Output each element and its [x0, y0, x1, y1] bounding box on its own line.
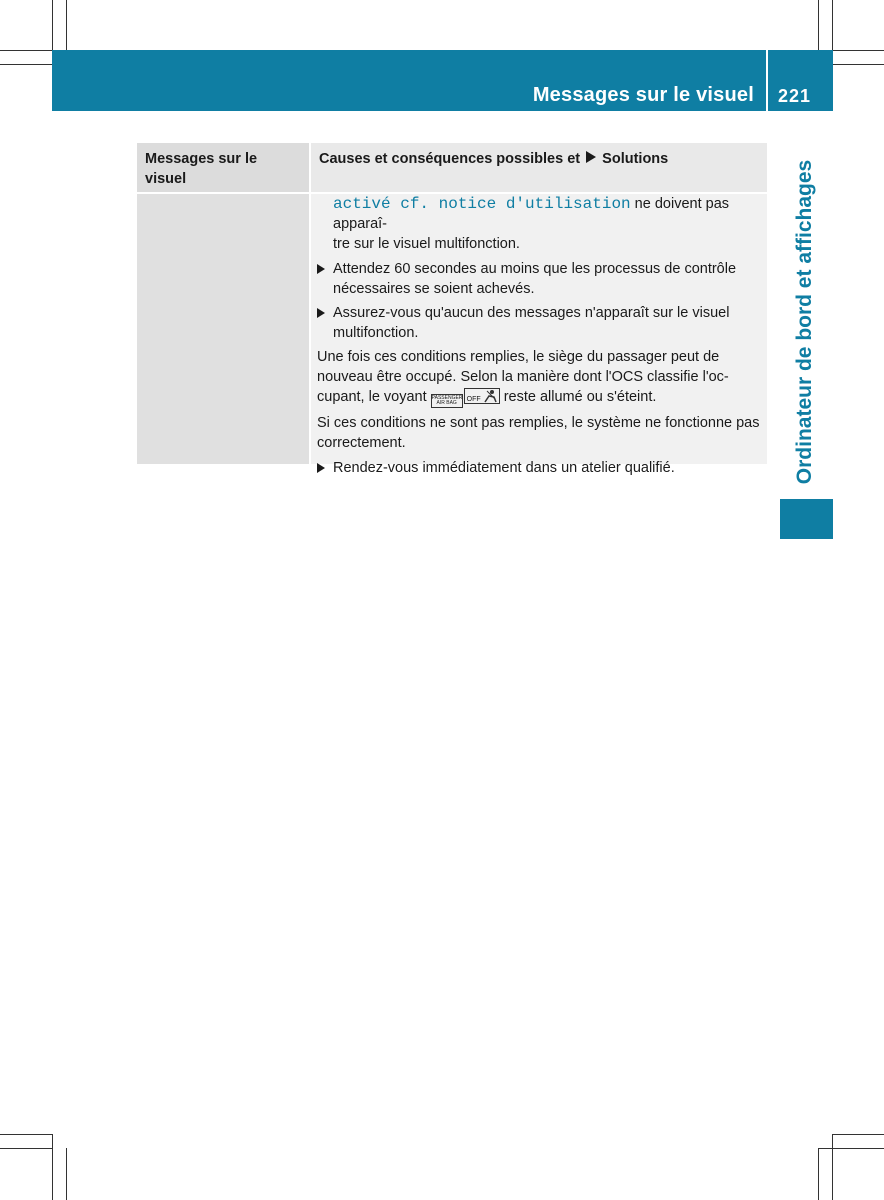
arrow-right-icon [586, 151, 596, 163]
continued-text [317, 194, 761, 254]
crop-mark [66, 0, 67, 50]
bullet-text: Rendez-vous immédiatement dans un atelier qualifié. [333, 460, 675, 476]
crop-mark [832, 0, 833, 50]
crop-mark [818, 0, 819, 50]
side-tab [780, 150, 830, 495]
table-cell-causes [311, 194, 767, 476]
off-icon-label: OFF [466, 396, 481, 403]
continued-text-line1: ne doivent pas apparaî- [333, 196, 730, 232]
crop-mark [833, 50, 884, 51]
crop-mark [0, 1134, 52, 1135]
list-item [317, 458, 761, 478]
crop-mark [833, 64, 884, 65]
table-header-solutions-label: Solutions [602, 151, 669, 167]
crop-mark [832, 1134, 884, 1135]
display-message-text: activé cf. notice d'utilisation [333, 195, 631, 213]
side-tab-marker [780, 499, 833, 539]
crop-mark [66, 1148, 67, 1200]
crop-mark [0, 64, 52, 65]
paragraph-failure: Si ces conditions ne sont pas remplies, le système ne fonctionne pas correctement. [317, 415, 760, 451]
seat-occupant-icon [482, 389, 498, 403]
crop-mark [818, 1148, 819, 1200]
page-number: 221 [778, 86, 812, 106]
cell-content [317, 194, 761, 482]
airbag-icon-label-2: AIR BAG [436, 400, 457, 406]
bullet-arrow-icon [317, 308, 325, 318]
bullet-arrow-icon [317, 463, 325, 473]
crop-mark [0, 1148, 52, 1149]
paragraph-text: Une fois ces conditions remplies, le siège du passager peut de nouveau être occupé. Selon la manière dont l'OCS classifie l'oc-cupant, le voyant [317, 349, 729, 405]
bullet-text: Assurez-vous qu'aucun des messages n'apparaît sur le visuel multifonction. [333, 305, 730, 341]
paragraph-text-after-icon: reste allumé ou s'éteint. [499, 389, 657, 405]
table-header-messages: Messages sur le visuel [137, 143, 309, 192]
crop-mark [818, 1148, 884, 1149]
crop-mark [52, 0, 53, 50]
bullet-arrow-icon [317, 264, 325, 274]
airbag-icon-label-1: PASSENGER [431, 395, 463, 401]
passenger-airbag-icon [431, 394, 463, 408]
side-tab-label: Ordinateur de bord et affichages [793, 159, 816, 485]
paragraph-conditions [317, 347, 761, 408]
continued-text-line2: tre sur le visuel multifonction. [333, 236, 520, 252]
bullet-text: Attendez 60 secondes au moins que les processus de contrôle nécessaires se soient achevés. [333, 261, 737, 297]
page-title: Messages sur le visuel [532, 84, 754, 106]
list-item [317, 303, 761, 343]
crop-mark [832, 1134, 833, 1200]
crop-mark [52, 1134, 53, 1200]
airbag-off-icon [464, 388, 500, 404]
table-header-causes-label: Causes et conséquences possibles et [319, 151, 581, 167]
table-header-causes [311, 143, 767, 192]
list-item [317, 259, 761, 299]
message-table [137, 143, 767, 476]
header-bar [52, 50, 766, 111]
page-number-box [768, 50, 833, 111]
crop-mark [0, 50, 52, 51]
table-cell-message [137, 194, 309, 464]
